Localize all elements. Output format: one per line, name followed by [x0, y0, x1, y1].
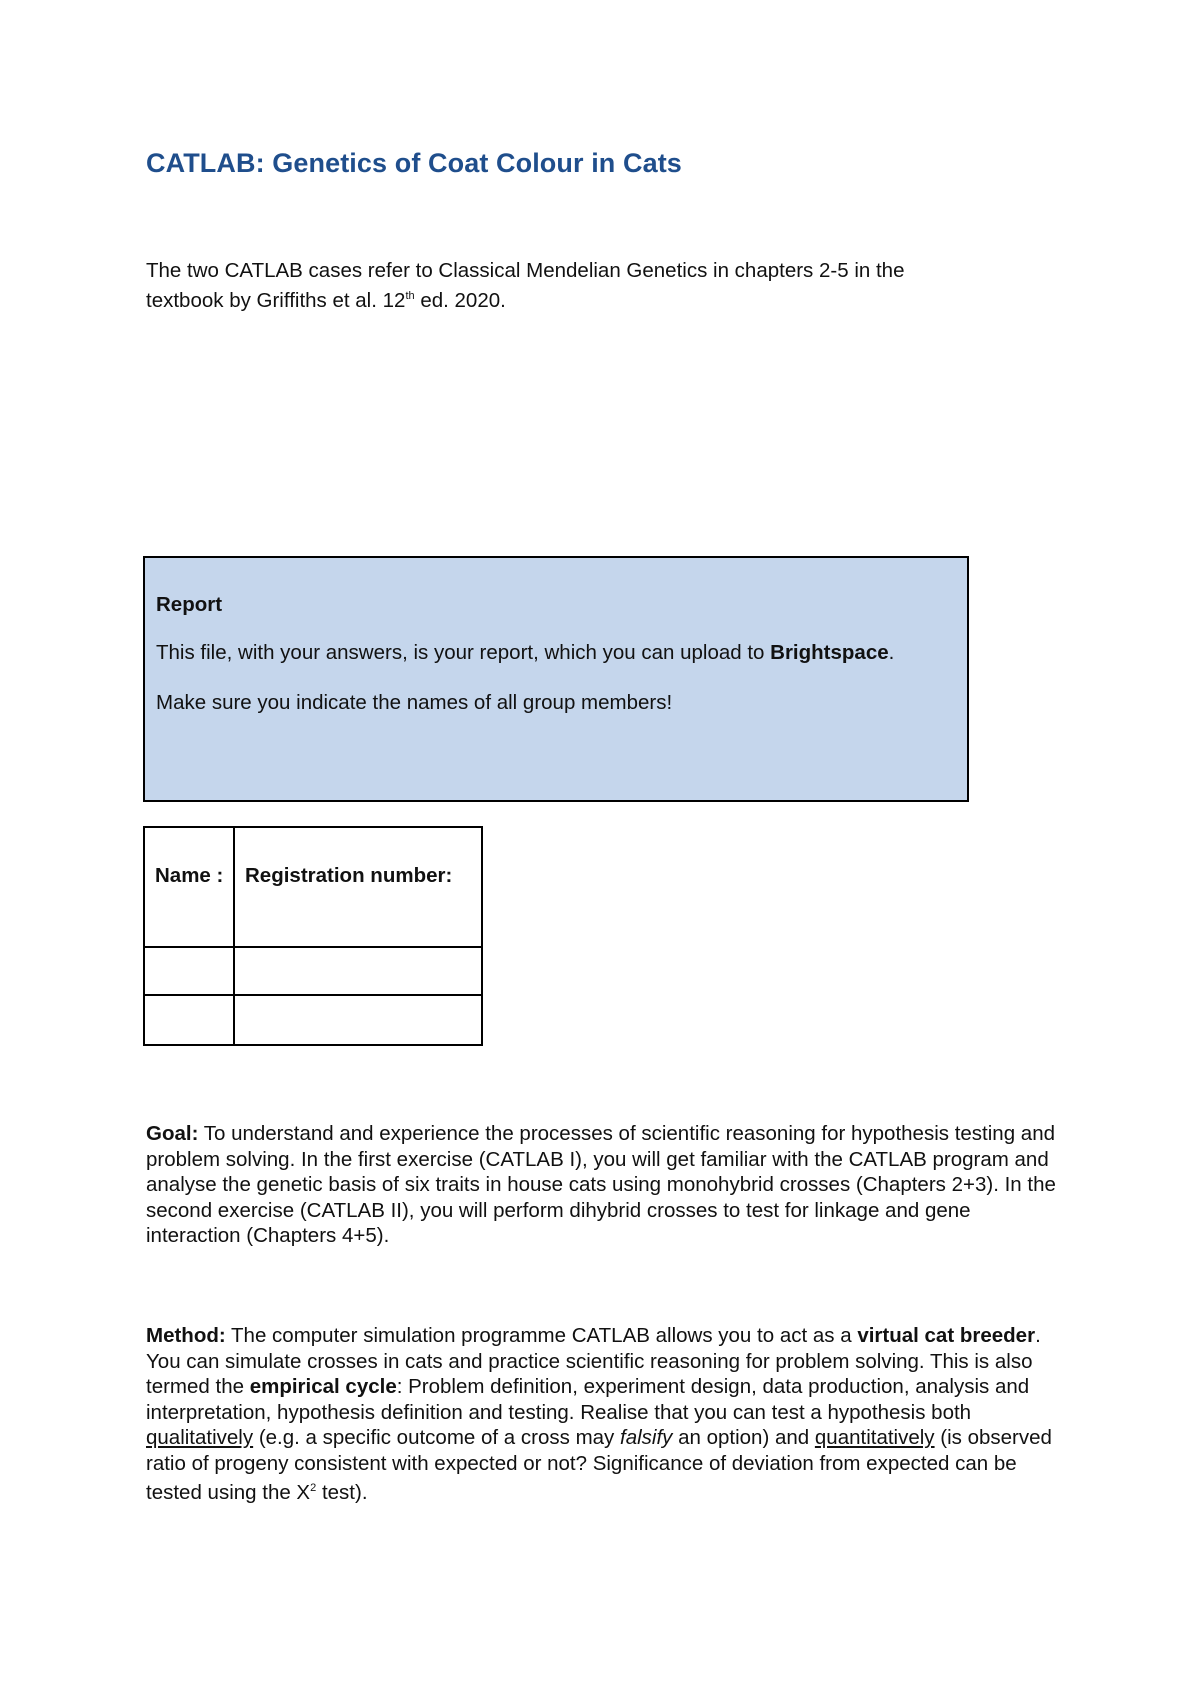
name-cell-2[interactable] [144, 995, 234, 1045]
qualitatively-term: qualitatively [146, 1426, 254, 1449]
group-members-note: Make sure you indicate the names of all group members! [156, 691, 673, 714]
goal-label: Goal: [146, 1122, 199, 1145]
method-text-6: (is observed ratio of progeny consistent with expected or not? Significance of deviation from expected can be tested using the X [146, 1426, 1052, 1504]
intro-line-2: textbook by Griffiths et al. 12 [146, 288, 406, 312]
registration-header-cell [234, 827, 482, 947]
method-text-2: . You can simulate crosses in cats and practice scientific reasoning for problem solving. This is also termed the [146, 1324, 1041, 1398]
method-text-7: test). [316, 1480, 368, 1504]
name-header-cell [144, 827, 234, 947]
report-upload-period: . [888, 641, 895, 664]
intro-line-1: The two CATLAB cases refer to Classical Mendelian Genetics in chapters 2-5 in the [146, 259, 905, 282]
edition-superscript: th [405, 289, 415, 302]
empirical-cycle-term: empirical cycle [249, 1375, 397, 1398]
name-header: Name : [155, 864, 224, 887]
goal-paragraph [146, 1121, 1064, 1249]
table-header-row [144, 827, 482, 947]
chi-square-superscript: 2 [310, 1482, 317, 1494]
registration-cell-2[interactable] [234, 995, 482, 1045]
falsify-term: falsify [620, 1426, 673, 1449]
brightspace-label: Brightspace [770, 641, 889, 664]
method-text-4: (e.g. a specific outcome of a cross may [253, 1426, 620, 1449]
method-label: Method: [146, 1324, 226, 1347]
report-upload-text: This file, with your answers, is your report, which you can upload to [156, 641, 771, 664]
table-row [144, 995, 482, 1045]
registration-header: Registration number: [245, 864, 453, 887]
registration-cell-1[interactable] [234, 947, 482, 995]
intro-line-2-end: ed. 2020. [414, 288, 506, 312]
table-row [144, 947, 482, 995]
report-heading: Report [156, 593, 223, 616]
quantitatively-term: quantitatively [814, 1426, 935, 1449]
report-upload-note [156, 640, 967, 666]
page-title: CATLAB: Genetics of Coat Colour in Cats [146, 148, 682, 178]
intro-paragraph [146, 258, 1006, 313]
name-cell-1[interactable] [144, 947, 234, 995]
method-text-3: : Problem definition, experiment design, data production, analysis and interpretation, hypothesis definition and testing. Realise that you can test a hypothesis both [146, 1375, 1030, 1424]
method-text-1: The computer simulation programme CATLAB allows you to act as a [225, 1324, 858, 1347]
method-text-5: an option) and [672, 1426, 815, 1449]
report-info-box [143, 556, 969, 802]
goal-text: To understand and experience the processes of scientific reasoning for hypothesis testing and problem solving. In the first exercise (CATLAB I), you will get familiar with the CATLAB program and analyse the genetic basis of six traits in house cats using monohybrid crosses (Chapters 2+3). In the second exercise (CATLAB II), you will perform dihybrid crosses to test for linkage and gene interaction (Chapters 4+5). [146, 1122, 1056, 1247]
method-paragraph [146, 1323, 1064, 1505]
group-members-table [143, 826, 483, 1046]
virtual-cat-breeder-term: virtual cat breeder [857, 1324, 1036, 1347]
